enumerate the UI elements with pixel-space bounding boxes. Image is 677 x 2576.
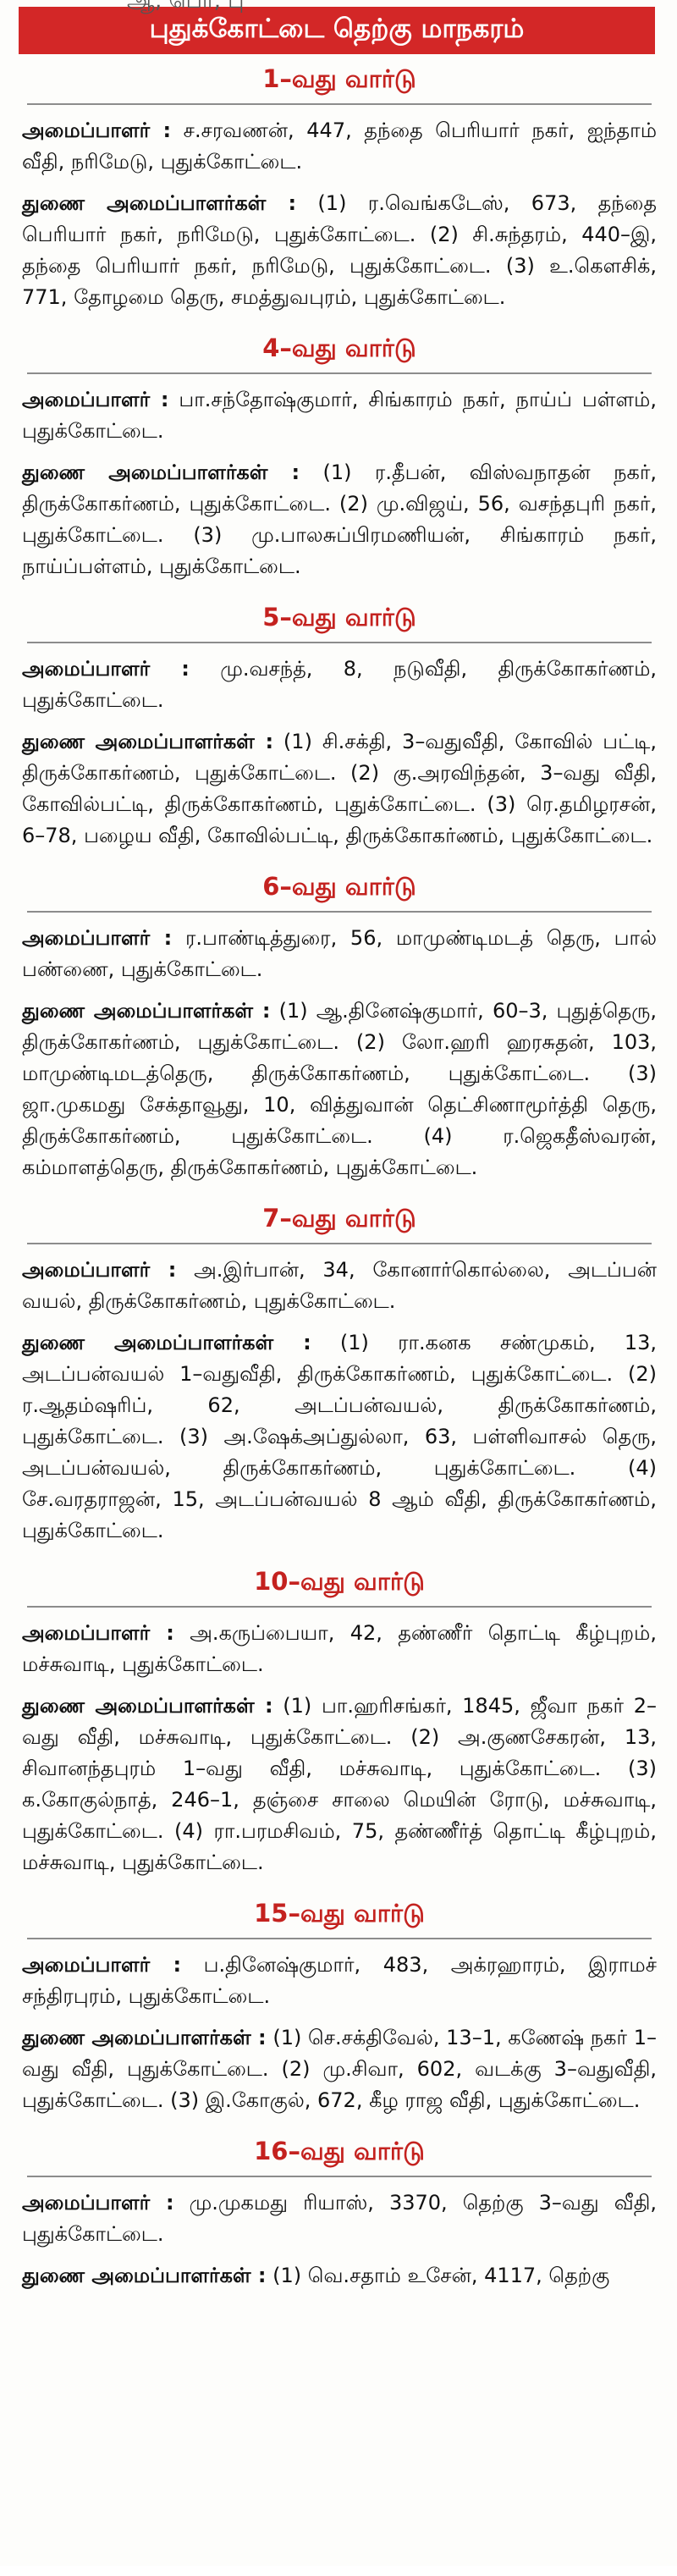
section-gap: [22, 582, 657, 593]
deputy-paragraph: [22, 1327, 657, 1547]
organizer-label: அமைப்பாளர் :: [22, 1621, 174, 1645]
deputy-label: துணை அமைப்பாளர்கள் :: [22, 730, 274, 753]
organizer-label: அமைப்பாளர் :: [22, 1953, 182, 1977]
deputy-text: (1) ர.வெங்கடேஸ், 673, தந்தை பெரியார் நகர், நரிமேடு, புதுக்கோட்டை. (2) சி.சுந்தரம், 440–இ, தந்தை பெரியார் நகர், நரிமேடு, புதுக்கோட்டை. (3) உ.கௌசிக், 771, தோழமை தெரு, சமத்துவபுரம், புதுக்கோட்டை.: [22, 191, 657, 309]
ward-section: [22, 54, 657, 323]
deputy-label: துணை அமைப்பாளர்கள் :: [22, 1694, 273, 1718]
cropped-top-text: [0, 0, 677, 2]
deputy-text: (1) செ.சக்திவேல், 13–1, கணேஷ் நகர் 1–வது வீதி, புதுக்கோட்டை. (2) மு.சிவா, 602, வடக்கு 3–வதுவீதி, புதுக்கோட்டை. (3) இ.கோகுல், 672, கீழ ராஜ வீதி, புதுக்கோட்டை.: [22, 2026, 657, 2112]
ward-title: 16–வது வார்டு: [254, 2137, 425, 2165]
divider: [27, 372, 652, 374]
organizer-paragraph: [22, 923, 657, 985]
organizer-paragraph: [22, 115, 657, 178]
section-header: [19, 7, 655, 54]
divider: [27, 642, 652, 643]
organizer-text: அ.கருப்பையா, 42, தண்ணீர் தொட்டி கீழ்புறம், மச்சுவாடி, புதுக்கோட்டை.: [22, 1621, 657, 1676]
organizer-text: மு.வசந்த், 8, நடுவீதி, திருக்கோகர்ணம், புதுக்கோட்டை.: [22, 657, 658, 712]
organizer-label: அமைப்பாளர் :: [22, 388, 169, 411]
deputy-label: துணை அமைப்பாளர்கள் :: [22, 191, 297, 215]
ward-section: [22, 1889, 657, 2126]
ward-section: [22, 1557, 657, 1889]
organizer-label: அமைப்பாளர் :: [22, 657, 190, 681]
section-gap: [22, 852, 657, 862]
deputy-label: துணை அமைப்பாளர்கள் :: [22, 2264, 267, 2287]
divider: [27, 911, 652, 913]
organizer-label: அமைப்பாளர் :: [22, 1258, 177, 1282]
organizer-text: பா.சந்தோஷ்குமார், சிங்காரம் நகர், நாய்ப் பள்ளம், புதுக்கோட்டை.: [22, 388, 657, 443]
ward-section: [22, 1194, 657, 1557]
divider: [27, 1243, 652, 1244]
organizer-label: அமைப்பாளர் :: [22, 119, 172, 142]
organizer-text: ர.பாண்டித்துரை, 56, மாமுண்டிமடத் தெரு, பால் பண்ணை, புதுக்கோட்டை.: [22, 926, 657, 981]
ward-list: [0, 54, 677, 2302]
ward-title: 7–வது வார்டு: [262, 1204, 416, 1233]
deputy-label: துணை அமைப்பாளர்கள் :: [22, 461, 300, 484]
deputy-paragraph: [22, 726, 657, 852]
section-gap: [22, 2292, 657, 2302]
deputy-paragraph: [22, 2022, 657, 2116]
deputy-paragraph: [22, 188, 657, 313]
ward-section: [22, 862, 657, 1194]
deputy-label: துணை அமைப்பாளர்கள் :: [22, 2026, 267, 2049]
divider: [27, 2176, 652, 2177]
ward-title: 4–வது வார்டு: [262, 334, 416, 362]
deputy-label: துணை அமைப்பாளர்கள் :: [22, 1331, 311, 1354]
deputy-text: (1) சி.சக்தி, 3–வதுவீதி, கோவில் பட்டி, திருக்கோகர்ணம், புதுக்கோட்டை. (2) கு.அரவிந்தன், 3–வது வீதி, கோவில்பட்டி, திருக்கோகர்ணம், புதுக்கோட்டை. (3) ரெ.தமிழரசன், 6–78, பழைய வீதி, கோவில்பட்டி, திருக்கோகர்ணம், புதுக்கோட்டை.: [22, 730, 657, 847]
section-gap: [22, 2116, 657, 2126]
ward-title: 1–வது வார்டு: [262, 64, 416, 93]
deputy-paragraph: [22, 457, 657, 582]
organizer-text: ச.சரவணன், 447, தந்தை பெரியார் நகர், ஐந்தாம் வீதி, நரிமேடு, புதுக்கோட்டை.: [22, 119, 658, 174]
organizer-paragraph: [22, 2187, 657, 2250]
divider: [27, 103, 652, 105]
divider: [27, 1938, 652, 1939]
deputy-paragraph: [22, 1691, 657, 1878]
ward-title: 6–வது வார்டு: [262, 872, 416, 901]
ward-section: [22, 323, 657, 593]
organizer-text: அ.இர்பான், 34, கோனார்கொல்லை, அடப்பன் வயல், திருக்கோகர்ணம், புதுக்கோட்டை.: [22, 1258, 658, 1313]
organizer-paragraph: [22, 1255, 657, 1317]
organizer-label: அமைப்பாளர் :: [22, 2191, 174, 2215]
organizer-paragraph: [22, 1950, 657, 2012]
divider: [27, 1606, 652, 1608]
deputy-text: (1) வெ.சதாம் உசேன், 4117, தெற்கு: [266, 2264, 610, 2287]
deputy-text: (1) ர.தீபன், விஸ்வநாதன் நகர், திருக்கோகர்ணம், புதுக்கோட்டை. (2) மு.விஜய், 56, வசந்தபுரி நகர், புதுக்கோட்டை. (3) மு.பாலசுப்பிரமணியன், சிங்காரம் நகர், நாய்ப்பள்ளம், புதுக்கோட்டை.: [22, 461, 658, 578]
section-gap: [22, 1547, 657, 1557]
section-header-title: புதுக்கோட்டை தெற்கு மாநகரம்: [149, 14, 525, 44]
ward-title: 15–வது வார்டு: [254, 1899, 425, 1928]
organizer-paragraph: [22, 654, 657, 716]
deputy-text: (1) ரா.கனக சண்முகம், 13, அடப்பன்வயல் 1–வதுவீதி, திருக்கோகர்ணம், புதுக்கோட்டை. (2) ர.ஆதம்ஷரிப், 62, அடப்பன்வயல், திருக்கோகர்ணம், புதுக்கோட்டை. (3) அ.ஷேக்அப்துல்லா, 63, பள்ளிவாசல் தெரு, அடப்பன்வயல், திருக்கோகர்ணம், புதுக்கோட்டை. (4) சே.வரதராஜன், 15, அடப்பன்வயல் 8 ஆம் வீதி, திருக்கோகர்ணம், புதுக்கோட்டை.: [22, 1331, 657, 1542]
organizer-text: மு.முகமது ரியாஸ், 3370, தெற்கு 3–வது வீதி, புதுக்கோட்டை.: [22, 2191, 657, 2246]
organizer-label: அமைப்பாளர் :: [22, 926, 173, 950]
organizer-paragraph: [22, 1618, 657, 1680]
ward-title: 5–வது வார்டு: [262, 603, 416, 632]
organizer-paragraph: [22, 384, 657, 447]
deputy-text: (1) பா.ஹரிசங்கர், 1845, ஜீவா நகர் 2–வது வீதி, மச்சுவாடி, புதுக்கோட்டை. (2) அ.குணசேகரன், 13, சிவானந்தபுரம் 1–வது வீதி, மச்சுவாடி, புதுக்கோட்டை. (3) க.கோகுல்நாத், 246–1, தஞ்சை சாலை மெயின் ரோடு, மச்சுவாடி, புதுக்கோட்டை. (4) ரா.பரமசிவம், 75, தண்ணீர்த் தொட்டி கீழ்புறம், மச்சுவாடி, புதுக்கோட்டை.: [22, 1694, 658, 1874]
ward-section: [22, 2126, 657, 2302]
organizer-text: ப.தினேஷ்குமார், 483, அக்ரஹாரம், இராமச் சந்திரபுரம், புதுக்கோட்டை.: [22, 1953, 657, 2008]
deputy-paragraph: [22, 2260, 657, 2292]
section-gap: [22, 313, 657, 323]
deputy-label: துணை அமைப்பாளர்கள் :: [22, 999, 271, 1023]
deputy-text: (1) ஆ.தினேஷ்குமார், 60–3, புதுத்தெரு, திருக்கோகர்ணம், புதுக்கோட்டை. (2) லோ.ஹரி ஹரசுதன், 103, மாமுண்டிமடத்தெரு, திருக்கோகர்ணம், புதுக்கோட்டை. (3) ஜா.முகமது சேக்தாவூது, 10, வித்துவான் தெட்சிணாமூர்த்தி தெரு, திருக்கோகர்ணம், புதுக்கோட்டை. (4) ர.ஜெகதீஸ்வரன், கம்மாளத்தெரு, திருக்கோகர்ணம், புதுக்கோட்டை.: [22, 999, 657, 1179]
ward-section: [22, 593, 657, 862]
section-gap: [22, 1878, 657, 1889]
section-gap: [22, 1183, 657, 1194]
ward-title: 10–வது வார்டு: [254, 1567, 425, 1596]
deputy-paragraph: [22, 996, 657, 1183]
